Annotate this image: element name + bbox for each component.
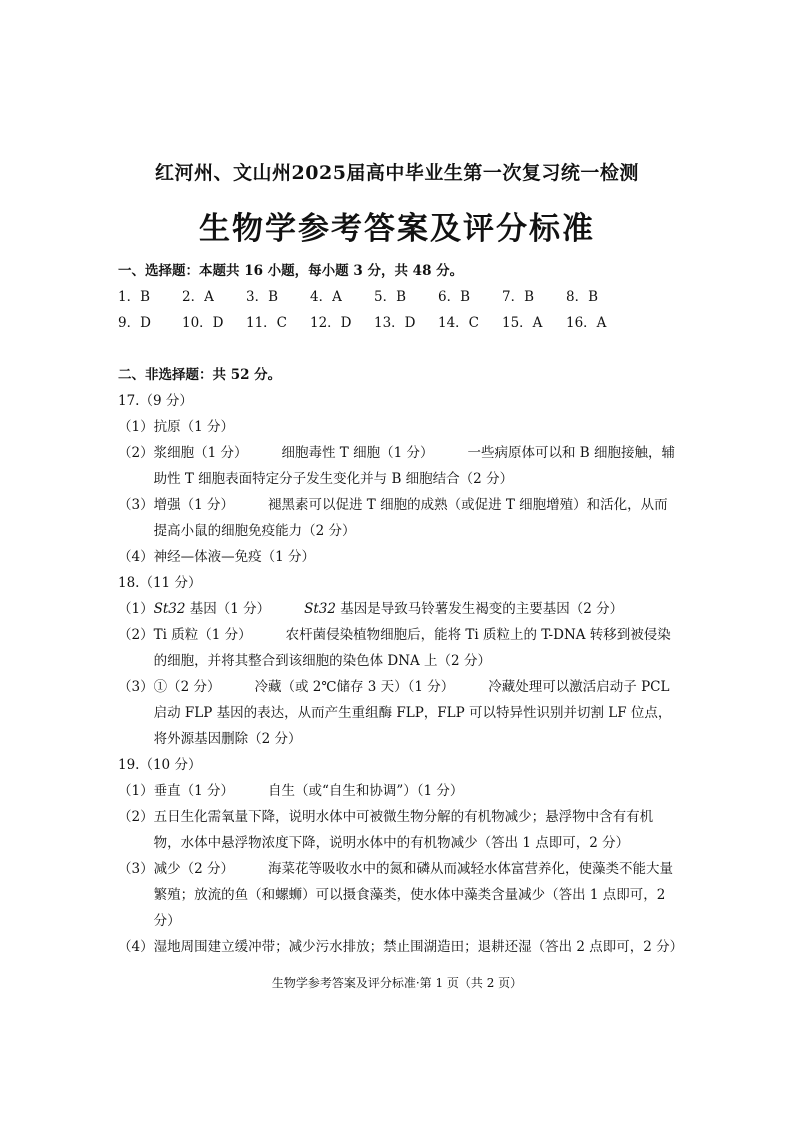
answer-text: 冷藏处理可以激活启动子 PCL 启动 FLP 基因的表达，从而产生重组酶 FLP，FLP 可以特异性识别并切割 LF 位点，将外源基因删除（2 分） bbox=[153, 679, 672, 747]
answer-text: Ti 质粒（1 分） bbox=[153, 627, 252, 643]
answer-text: 一些病原体可以和 B 细胞接触，辅助性 T 细胞表面特定分子发生变化并与 B 细胞结合（2 分） bbox=[153, 445, 675, 487]
answer-text: 农杆菌侵染植物细胞后，能将 Ti 质粒上的 T-DNA 转移到被侵染的细胞，并将其整合到该细胞的染色体 DNA 上（2 分） bbox=[153, 627, 671, 669]
q17-answer-2 bbox=[118, 440, 678, 492]
answer-text: 浆细胞（1 分） bbox=[153, 445, 248, 461]
sub-number: （2） bbox=[118, 809, 154, 825]
mcq-heading: 一、选择题：本题共 16 小题，每小题 3 分，共 48 分。 bbox=[118, 263, 464, 279]
exam-title: 红河州、文山州2025届高中毕业生第一次复习统一检测 bbox=[155, 162, 639, 184]
sub-number: （2） bbox=[118, 627, 154, 643]
answer-text: 抗原（1 分） bbox=[153, 419, 234, 435]
mcq-answer: 9．D bbox=[118, 315, 151, 331]
q19-answer-2 bbox=[118, 804, 678, 856]
q19-answer-3 bbox=[118, 856, 678, 934]
answer-text: 褪黑素可以促进 T 细胞的成熟（或促进 T 细胞增殖）和活化，从而提高小鼠的细胞免疫能力（2 分） bbox=[153, 497, 668, 539]
mcq-answer: 8．B bbox=[566, 289, 599, 305]
mcq-answer: 1．B bbox=[118, 289, 151, 305]
document-title: 生物学参考答案及评分标准 bbox=[199, 211, 595, 247]
mcq-answer: 12．D bbox=[310, 315, 352, 331]
answer-text: 冷藏（或 2℃储存 3 天）（1 分） bbox=[254, 679, 455, 695]
mcq-answer: 16．A bbox=[566, 315, 607, 331]
mcq-answer: 7．B bbox=[502, 289, 535, 305]
mcq-answer: 3．B bbox=[246, 289, 279, 305]
mcq-answer: 15．A bbox=[502, 315, 543, 331]
mcq-answer: 13．D bbox=[374, 315, 416, 331]
q19-answer-4 bbox=[118, 934, 684, 960]
answer-text: 自生（或“自生和协调”）（1 分） bbox=[267, 783, 464, 799]
sub-number: （3） bbox=[118, 861, 154, 877]
answer-text: 减少（2 分） bbox=[153, 861, 234, 877]
mcq-answer: 14．C bbox=[438, 315, 480, 331]
q18-answer-2 bbox=[118, 622, 678, 674]
mcq-answer: 5．B bbox=[374, 289, 407, 305]
mcq-answer: 2．A bbox=[182, 289, 214, 305]
q19-answer-1 bbox=[118, 778, 678, 804]
page-footer: 生物学参考答案及评分标准·第 1 页（共 2 页） bbox=[271, 976, 523, 990]
sub-number: （3） bbox=[118, 679, 154, 695]
sub-number: （4） bbox=[118, 939, 154, 955]
answer-text: 五日生化需氧量下降，说明水体中可被微生物分解的有机物减少；悬浮物中含有有机物，水体中悬浮物浓度下降，说明水体中的有机物减少（答出 1 点即可，2 分） bbox=[153, 809, 654, 851]
mcq-answers-row-1 bbox=[118, 284, 678, 310]
answer-text: 增强（1 分） bbox=[153, 497, 234, 513]
q18-answer-1 bbox=[118, 596, 678, 622]
mcq-answer: 11．C bbox=[246, 315, 288, 331]
non-mcq-heading: 二、非选择题：共 52 分。 bbox=[118, 367, 282, 383]
answer-content bbox=[118, 258, 684, 960]
sub-number: （1） bbox=[118, 783, 154, 799]
q17-title: 17.（9 分） bbox=[118, 393, 193, 409]
q18-title: 18.（11 分） bbox=[118, 575, 202, 591]
sub-number: （2） bbox=[118, 445, 154, 461]
q17-answer-4 bbox=[118, 544, 678, 570]
mcq-answer: 4．A bbox=[310, 289, 342, 305]
answer-text: 湿地周围建立缓冲带；减少污水排放；禁止围湖造田；退耕还湿（答出 2 点即可，2 分） bbox=[153, 939, 684, 955]
sub-number: （4） bbox=[118, 549, 154, 565]
q17-answer-1 bbox=[118, 414, 678, 440]
sub-number: （3） bbox=[118, 497, 154, 513]
answer-text: 基因是导致马铃薯发生褐变的主要基因（2 分） bbox=[335, 601, 624, 617]
q19-title: 19.（10 分） bbox=[118, 757, 202, 773]
q18-answer-3 bbox=[118, 674, 678, 752]
answer-text: 基因（1 分） bbox=[185, 601, 271, 617]
mcq-answers-row-2 bbox=[118, 310, 678, 336]
answer-text: 海菜花等吸收水中的氮和磷从而减轻水体富营养化，使藻类不能大量繁殖；放流的鱼（和螺蛳）可以摄食藻类，使水体中藻类含量减少（答出 1 点即可，2 分） bbox=[153, 861, 673, 929]
answer-text: ①（2 分） bbox=[153, 679, 221, 695]
q17-answer-3 bbox=[118, 492, 678, 544]
answer-text: 细胞毒性 T 细胞（1 分） bbox=[281, 445, 434, 461]
mcq-answer: 10．D bbox=[182, 315, 224, 331]
mcq-answer: 6．B bbox=[438, 289, 471, 305]
sub-number: （1） bbox=[118, 601, 154, 617]
gene-name: St32 bbox=[304, 601, 336, 617]
answer-text: 垂直（1 分） bbox=[153, 783, 234, 799]
sub-number: （1） bbox=[118, 419, 154, 435]
gene-name: St32 bbox=[153, 601, 186, 617]
answer-text: 神经—体液—免疫（1 分） bbox=[153, 549, 315, 565]
